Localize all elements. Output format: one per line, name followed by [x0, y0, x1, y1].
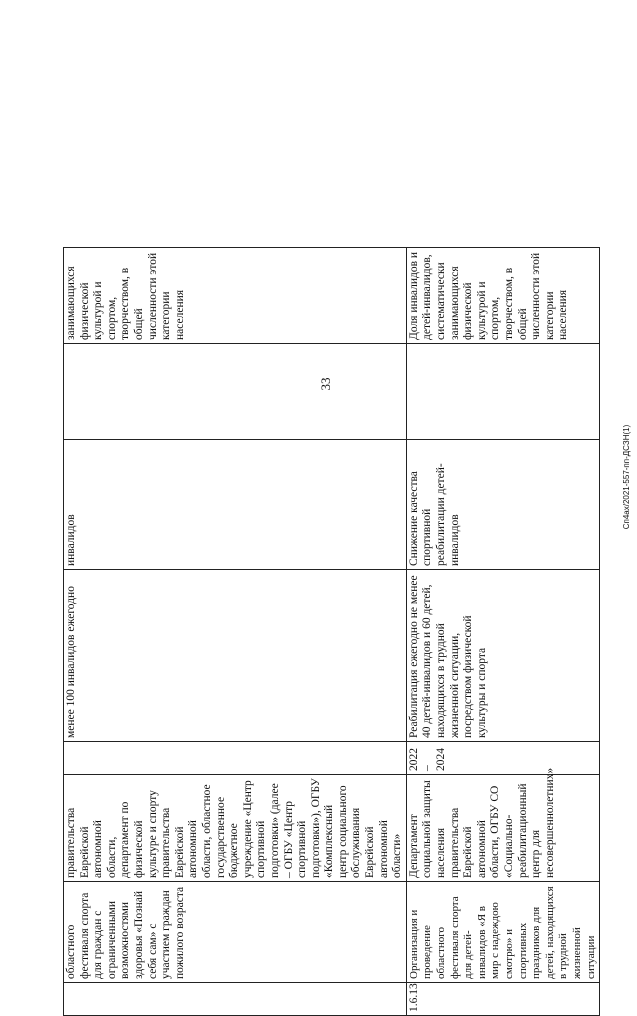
cell-result: менее 100 инвалидов ежегодно: [64, 570, 407, 742]
cell-indicator-link: Доля инвалидов и детей-инвалидов, систематически занимающихся физической культурой и спортом, творчеством, в общей численности этой категории населения: [406, 248, 599, 344]
cell-indicator: [64, 344, 407, 440]
cell-executor: Департамент социальной защиты населения правительства Еврейской автономной области, ОГБУ СО «Социально-реабилитационный центр для несовершеннолетних»: [406, 775, 599, 882]
table-row: [406, 248, 599, 1016]
cell-indicator: [406, 344, 599, 440]
cell-number: 1.6.13: [406, 983, 599, 1016]
cell-result: Реабилитация ежегодно не менее 40 детей-инвалидов и 60 детей, находящихся в трудной жизненной ситуации, посредством физической культуры и спорта: [406, 570, 599, 742]
cell-executor: правительства Еврейской автономной области, департамент по физической культуре и спорту правительства Еврейской автономной области, областное государственное бюджетное учреждение «Центр спортивной подготовки» (далее – ОГБУ «Центр спортивной подготовки»), ОГБУ «Комплексный центр социального обслуживания Еврейской автономной области»: [64, 775, 407, 882]
cell-indicator-link: занимающихся физической культурой и спортом, творчеством, в общей численности этой категории населения: [64, 248, 407, 344]
cell-consequences: инвалидов: [64, 440, 407, 570]
cell-activity: Организация и проведение областного фестиваля спорта для детей-инвалидов «Я в мир с надеждою смотрю» и спортивных праздников для детей, находящихся в трудной жизненной ситуации: [406, 882, 599, 983]
cell-term: [64, 742, 407, 775]
page-number: 33: [318, 377, 333, 391]
document-code: Сп4ах/2021-557-пп-ДСЗН(1): [622, 424, 631, 530]
cell-activity: областного фестиваля спорта для граждан с ограниченными возможностями здоровья «Познай себя сам» с участием граждан пожилого возраста: [64, 882, 407, 983]
program-activities-table: [63, 247, 600, 1016]
cell-term: 2022 – 2024: [406, 742, 599, 775]
table-row: [64, 248, 407, 1016]
rotated-table-container: [63, 251, 597, 1016]
cell-consequences: Снижение качества спортивной реабилитации детей-инвалидов: [406, 440, 599, 570]
cell-number: [64, 983, 407, 1016]
